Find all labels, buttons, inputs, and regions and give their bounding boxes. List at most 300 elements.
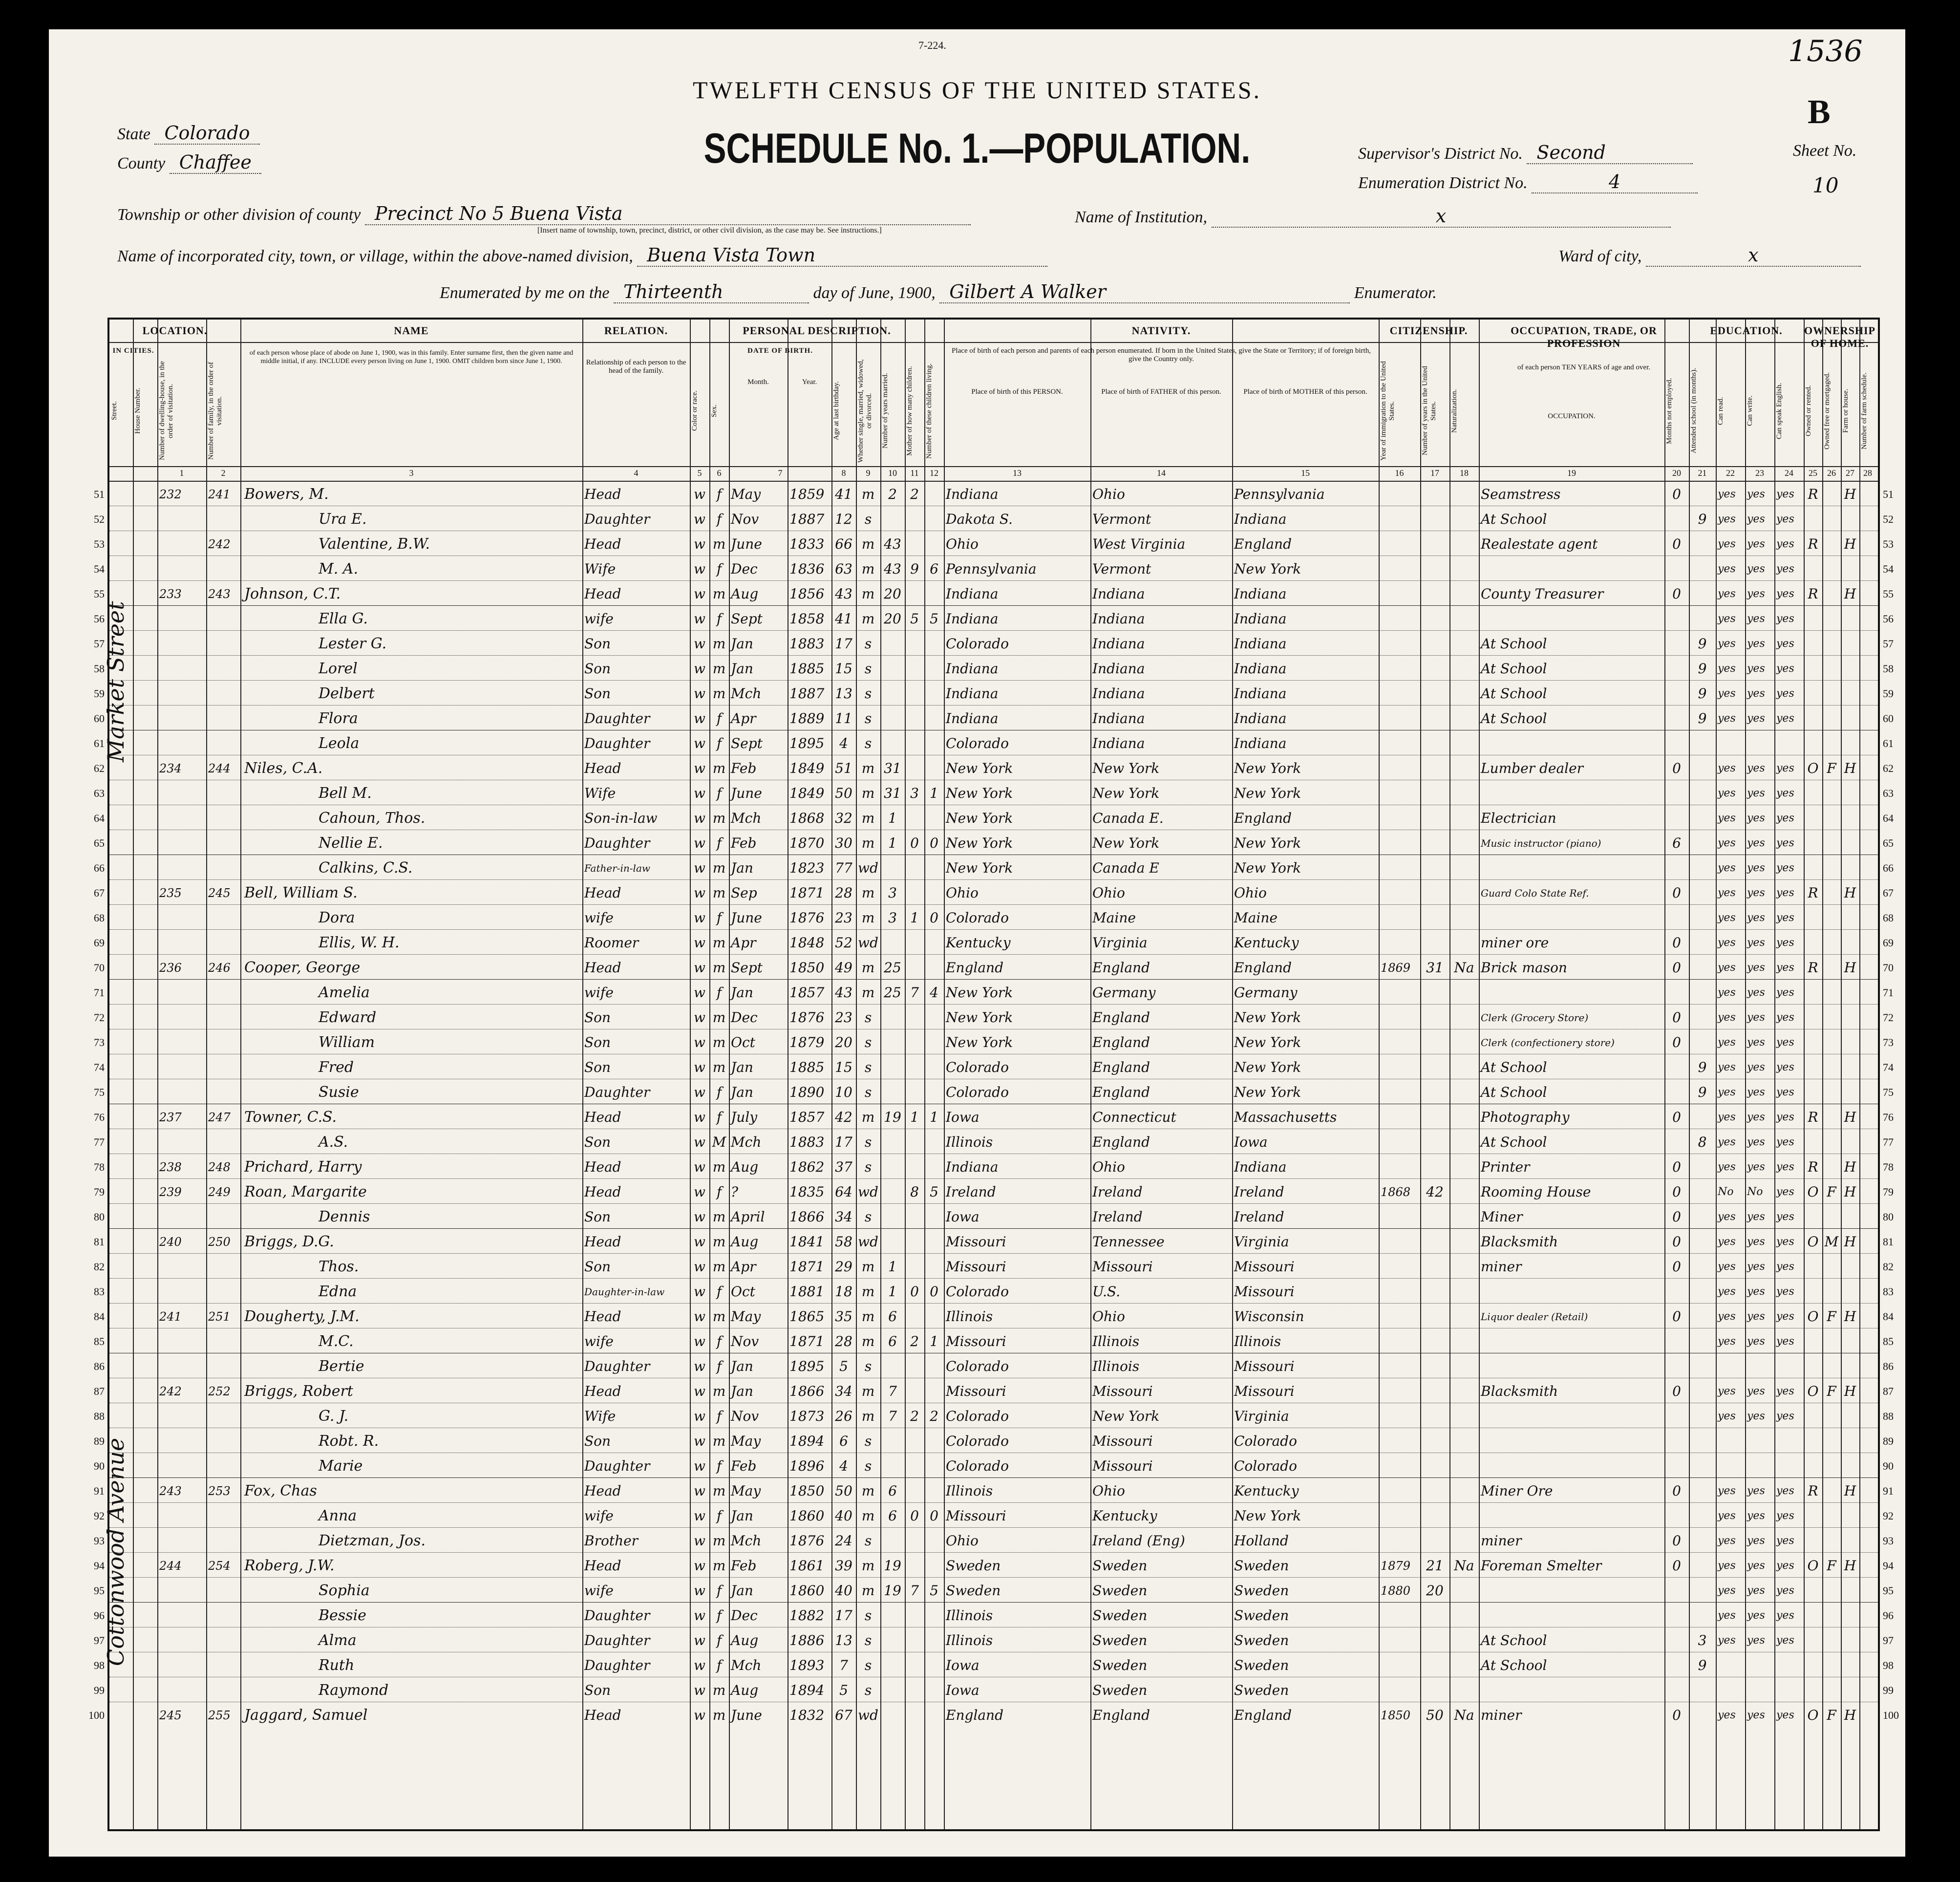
line-number: 83 [1883,1285,1894,1298]
cell-can-write [1745,1677,1774,1702]
cell-family [206,855,240,879]
cell-birth-mother: Sweden [1234,1558,1289,1574]
cell-age: 17 [835,636,852,652]
cell-immigration: 1850 [1381,1709,1411,1722]
cell-occupation: Brick mason [1481,960,1567,976]
cell-owned-free [1822,1502,1841,1527]
cell-children-living [924,1129,944,1154]
cell-name: Nellie E. [319,834,383,852]
line-number: 94 [94,1560,105,1572]
cell-name: Briggs, D.G. [244,1233,334,1250]
cell-farm-or-house [1841,1428,1859,1453]
cell-dwelling [157,506,206,531]
cell-months-not-employed [1664,655,1689,680]
cell-farm-or-house: H [1844,486,1856,502]
cell-attended-school [1689,1353,1716,1378]
cell-can-read: No [1718,1186,1734,1198]
cell-family [206,1677,240,1702]
cell-color: w [694,1084,705,1100]
cell-farm-or-house: H [1844,1109,1856,1125]
cell-farm-schedule [1859,1403,1876,1428]
cell-relation: Head [584,1109,621,1125]
cell-farm-schedule [1859,929,1876,954]
column-number: 12 [930,468,938,478]
cell-owned-free [1822,1627,1841,1652]
cell-birth-person: Illinois [946,1607,993,1624]
cell-months-not-employed [1664,1502,1689,1527]
enumerated-line [440,281,1437,303]
cell-year: 1858 [789,611,825,627]
cell-year: 1887 [789,685,825,702]
cell-mother-of [905,1652,924,1677]
cell-year: 1895 [789,1358,825,1374]
cell-owned-free [1822,1079,1841,1104]
cell-years-in-us [1420,1278,1449,1303]
column-header-house-number: House Number. [134,387,142,434]
cell-can-write [1745,1428,1774,1453]
table-row [94,556,1894,580]
cell-years-married [880,705,905,730]
cell-can-write [1745,1453,1774,1477]
cell-marital: s [864,710,872,727]
cell-years-married [880,1029,905,1054]
cell-sex: f [716,486,722,502]
cell-owned-rented: R [1808,1109,1818,1125]
cell-owned-rented: R [1808,586,1818,602]
cell-mother-of [905,755,924,780]
cell-name: Alma [319,1632,357,1649]
column-header-month: Month. [747,378,769,386]
cell-age: 41 [835,486,852,502]
cell-color: w [694,1458,705,1474]
cell-name: Roberg, J.W. [244,1557,335,1574]
cell-birth-father: Ohio [1092,1159,1125,1175]
table-row [94,1627,1894,1652]
cell-sex: f [716,1283,722,1300]
cell-dwelling [157,1054,206,1079]
cell-color: w [694,935,705,951]
cell-dwelling [157,1278,206,1303]
cell-years-in-us [1420,1403,1449,1428]
cell-color: w [694,885,705,901]
cell-attended-school [1689,730,1716,755]
cell-birth-father: Vermont [1092,561,1151,577]
enumerated-day: Thirteenth [614,281,809,303]
line-number: 92 [94,1510,105,1522]
cell-can-write: yes [1747,1709,1765,1721]
cell-birth-mother: Sweden [1234,1682,1289,1698]
cell-naturalization [1449,1203,1479,1228]
cell-birth-person: Colorado [946,1458,1009,1474]
cell-years-married [880,929,905,954]
cell-age: 40 [835,1583,852,1599]
cell-year: 1883 [789,1134,825,1150]
cell-relation: Daughter [584,710,650,727]
cell-owned-rented: R [1808,885,1818,901]
column-number: 27 [1846,468,1854,478]
cell-farm-or-house [1841,855,1859,879]
cell-family [206,1079,240,1104]
cell-farm-or-house [1841,1079,1859,1104]
cell-years-married [880,1228,905,1253]
enumerated-prefix: Enumerated by me on the [440,284,610,302]
cell-children-living [924,1627,944,1652]
cell-sex: f [716,735,722,751]
line-number: 93 [94,1535,105,1547]
cell-years-in-us [1420,1054,1449,1079]
cell-month: Sept [731,735,763,751]
column-header-occupation: OCCUPATION. [1548,412,1596,420]
cell-color: w [694,1358,705,1374]
cell-naturalization [1449,1328,1479,1353]
group-header-personal: PERSONAL DESCRIPTION. [743,324,891,337]
cell-naturalization [1449,1677,1479,1702]
cell-years-in-us [1420,605,1449,630]
line-number: 94 [1883,1560,1894,1572]
cell-farm-schedule [1859,780,1876,805]
cell-farm-or-house [1841,506,1859,531]
cell-marital: m [861,835,875,851]
cell-naturalization [1449,1627,1479,1652]
cell-age: 58 [835,1234,852,1250]
cell-occupation: Seamstress [1481,486,1561,502]
township-value: Precinct No 5 Buena Vista [365,203,971,225]
column-header-sex: Sex. [710,404,718,418]
cell-sex: m [712,1308,726,1325]
cell-month: Feb [731,1558,757,1574]
cell-family [206,1328,240,1353]
cell-owned-rented [1804,855,1822,879]
cell-attended-school [1689,1328,1716,1353]
cell-farm-or-house: H [1844,760,1856,776]
cell-can-speak-english: yes [1776,1086,1794,1098]
cell-attended-school [1689,556,1716,580]
cell-owned-rented [1804,830,1822,855]
cell-children-living [924,1552,944,1577]
cell-family [206,506,240,531]
cell-can-speak-english: yes [1776,912,1794,924]
cell-owned-rented [1804,705,1822,730]
cell-family [206,1527,240,1552]
cell-marital: m [861,486,875,502]
cell-attended-school [1689,979,1716,1004]
cell-month: July [731,1109,758,1125]
cell-year: 1832 [789,1707,825,1723]
table-row [94,1652,1894,1677]
cell-months-not-employed [1664,1079,1689,1104]
cell-age: 5 [839,1358,848,1374]
line-number: 51 [1883,488,1894,500]
cell-children-living: 0 [930,1508,938,1524]
cell-dwelling [157,830,206,855]
cell-owned-free [1822,1278,1841,1303]
cell-relation: Head [584,536,621,552]
cell-can-speak-english: yes [1776,1011,1794,1024]
cell-years-married: 43 [884,536,901,552]
cell-family [206,1353,240,1378]
cell-dwelling [157,904,206,929]
cell-owned-rented [1804,1627,1822,1652]
cell-can-read: yes [1718,1385,1736,1397]
cell-mother-of: 0 [910,1508,919,1524]
cell-owned-free [1822,1428,1841,1453]
cell-can-read: yes [1718,1584,1736,1597]
cell-year: 1886 [789,1632,825,1648]
cell-color: w [694,1433,705,1449]
cell-can-read: yes [1718,1485,1736,1497]
cell-owned-free [1822,1029,1841,1054]
cell-years-in-us [1420,730,1449,755]
cell-can-speak-english: yes [1776,563,1794,575]
cell-immigration [1379,805,1420,830]
cell-birth-father: Illinois [1092,1358,1140,1374]
line-number: 71 [1883,986,1894,999]
cell-age: 30 [835,835,852,851]
cell-month: Dec [731,1607,758,1624]
cell-children-living [924,580,944,605]
cell-marital: s [864,1009,872,1026]
cell-sex: f [716,1508,722,1524]
column-header-birth-person: Place of birth of this PERSON. [971,388,1063,396]
table-row [94,1453,1894,1477]
table-row [94,1154,1894,1178]
cell-can-read: yes [1718,937,1736,949]
cell-dwelling: 238 [159,1160,182,1174]
cell-birth-mother: Sweden [1234,1607,1289,1624]
cell-attended-school [1689,1029,1716,1054]
township-note: [Insert name of township, town, precinct, district, or other civil division, as the case may be. See instructions.] [537,226,882,235]
cell-can-write: yes [1747,1410,1765,1422]
cell-children-living: 0 [930,1283,938,1300]
cell-naturalization [1449,481,1479,506]
cell-dwelling [157,705,206,730]
line-number: 65 [94,837,105,849]
line-number: 97 [94,1634,105,1647]
cell-owned-free [1822,904,1841,929]
cell-can-read [1716,1453,1745,1477]
cell-mother-of [905,1129,924,1154]
cell-relation: Son [584,1059,611,1075]
cell-birth-person: Kentucky [946,935,1011,951]
cell-birth-person: Indiana [946,611,999,627]
cell-marital: m [861,1508,875,1524]
line-number: 89 [94,1435,105,1447]
line-number: 72 [94,1011,105,1024]
sheet-no-value: 10 [1812,173,1839,197]
line-number: 77 [1883,1136,1894,1148]
cell-birth-person: Sweden [946,1583,1001,1599]
cell-color: w [694,860,705,876]
cell-color: w [694,1483,705,1499]
table-row [94,805,1894,830]
cell-months-not-employed: 0 [1672,1558,1681,1574]
street-label-market: Market Street [103,601,129,762]
column-header-dwelling: Number of dwelling-house, in the order of visitation. [158,361,174,461]
cell-birth-father: Indiana [1092,611,1145,627]
cell-occupation: miner [1481,1259,1522,1275]
cell-naturalization [1449,1303,1479,1328]
cell-years-in-us [1420,1502,1449,1527]
cell-children-living [924,755,944,780]
cell-attended-school: 9 [1698,685,1707,702]
column-number: 9 [866,468,871,478]
table-row [94,1178,1894,1203]
table-row [94,630,1894,655]
line-number: 78 [1883,1161,1894,1173]
cell-can-write: yes [1747,687,1765,700]
cell-year: 1885 [789,661,825,677]
cell-marital: m [861,1583,875,1599]
state-label: State [117,125,150,143]
cell-month: Jan [731,860,753,876]
line-number: 57 [94,638,105,650]
table-row [94,1203,1894,1228]
table-row [94,1328,1894,1353]
line-number: 65 [1883,837,1894,849]
cell-birth-father: Ireland [1092,1209,1143,1225]
cell-relation: Head [584,1184,621,1200]
cell-age: 63 [835,561,852,577]
column-header-owned-free: Owned free or mortgaged. [1823,372,1831,450]
cell-birth-person: Colorado [946,1059,1009,1075]
cell-owned-free [1822,680,1841,705]
cell-birth-father: Ohio [1092,1308,1125,1325]
cell-can-write: yes [1747,1609,1765,1622]
cell-birth-person: Iowa [946,1657,980,1673]
line-number: 59 [1883,687,1894,700]
cell-family [206,805,240,830]
cell-sex: m [712,1159,726,1175]
cell-birth-person: Dakota S. [946,511,1013,527]
cell-birth-person: Iowa [946,1682,980,1698]
cell-can-speak-english: yes [1776,588,1794,600]
cell-owned-rented: R [1808,960,1818,976]
cell-marital: s [864,1134,872,1150]
cell-naturalization [1449,1602,1479,1627]
cell-farm-or-house [1841,1627,1859,1652]
cell-can-speak-english: yes [1776,1285,1794,1298]
column-number: 24 [1785,468,1793,478]
cell-months-not-employed [1664,1627,1689,1652]
cell-immigration [1379,1228,1420,1253]
cell-attended-school: 9 [1698,661,1707,677]
cell-attended-school: 3 [1698,1632,1707,1648]
group-header-name: NAME [394,324,429,337]
cell-can-write [1745,1353,1774,1378]
cell-can-speak-english: yes [1776,1136,1794,1148]
cell-can-read: yes [1718,1236,1736,1248]
cell-age: 43 [835,586,852,602]
cell-relation: Head [584,1707,621,1723]
column-number: 19 [1567,468,1576,478]
cell-marital: wd [858,935,878,951]
cell-color: w [694,1632,705,1648]
cell-name: Dora [319,909,355,926]
cell-can-speak-english: yes [1776,1709,1794,1721]
cell-marital: s [864,1358,872,1374]
cell-owned-free [1822,855,1841,879]
cell-family [206,929,240,954]
cell-attended-school: 9 [1698,1059,1707,1075]
cell-immigration [1379,705,1420,730]
line-number: 66 [94,862,105,874]
cell-immigration [1379,1029,1420,1054]
cell-year: 1849 [789,760,825,776]
line-number: 67 [94,887,105,899]
cell-age: 11 [835,710,852,727]
cell-years-in-us [1420,1652,1449,1677]
cell-children-living [924,1303,944,1328]
cell-marital: s [864,661,872,677]
cell-year: 1866 [789,1209,825,1225]
line-number: 88 [94,1410,105,1422]
cell-naturalization [1449,655,1479,680]
cell-farm-schedule [1859,1627,1876,1652]
cell-owned-rented [1804,805,1822,830]
cell-can-read [1716,1652,1745,1677]
cell-owned-free: F [1827,1308,1836,1325]
cell-farm-or-house: H [1844,1308,1856,1325]
cell-attended-school: 9 [1698,710,1707,727]
cell-sex: m [712,760,726,776]
cell-can-read: yes [1718,488,1736,500]
cell-immigration: 1879 [1381,1559,1411,1573]
cell-sex: m [712,935,726,951]
cell-mother-of [905,630,924,655]
cell-year: 1862 [789,1159,825,1175]
cell-attended-school: 9 [1698,511,1707,527]
cell-attended-school [1689,1303,1716,1328]
cell-can-write: yes [1747,588,1765,600]
cell-can-speak-english [1774,1677,1804,1702]
cell-attended-school [1689,1004,1716,1029]
cell-months-not-employed: 0 [1672,1308,1681,1325]
column-number: 15 [1301,468,1310,478]
cell-sex: m [712,636,726,652]
cell-immigration [1379,605,1420,630]
cell-age: 29 [835,1259,852,1275]
cell-immigration [1379,1652,1420,1677]
cell-sex: m [712,1059,726,1075]
cell-years-married [880,1079,905,1104]
cell-mother-of [905,655,924,680]
cell-months-not-employed: 0 [1672,1034,1681,1050]
cell-birth-person: Missouri [946,1333,1006,1349]
cell-marital: m [861,1333,875,1349]
cell-can-speak-english: yes [1776,1410,1794,1422]
line-number: 74 [94,1061,105,1073]
column-header-farm-or-house: Farm or house. [1842,388,1850,433]
cell-dwelling [157,1577,206,1602]
cell-family [206,1502,240,1527]
cell-years-married: 19 [884,1109,901,1125]
cell-farm-or-house [1841,904,1859,929]
column-header-year: Year. [802,378,817,386]
cell-birth-father: New York [1092,835,1160,851]
cell-mother-of [905,1054,924,1079]
cell-attended-school [1689,1577,1716,1602]
cell-can-read: yes [1718,887,1736,899]
cell-farm-or-house: H [1844,1234,1856,1250]
cell-naturalization [1449,1278,1479,1303]
cell-children-living [924,1702,944,1727]
table-row [94,1477,1894,1502]
cell-month: ? [731,1184,739,1200]
cell-owned-free [1822,655,1841,680]
cell-year: 1895 [789,735,825,751]
cell-relation: Head [584,1159,621,1175]
cell-month: Feb [731,835,757,851]
